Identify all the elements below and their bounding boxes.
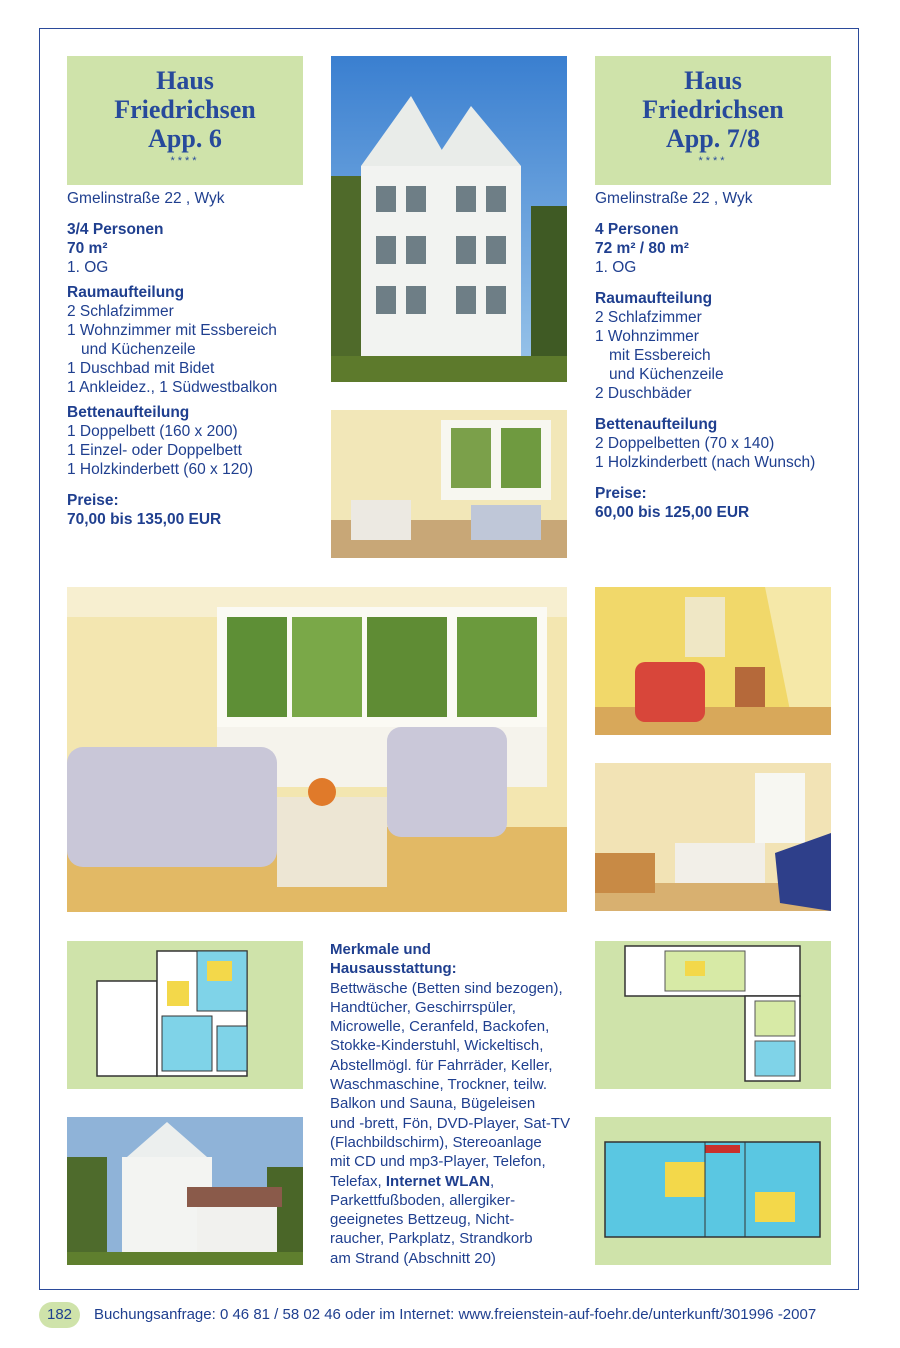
left-persons: 3/4 Personen bbox=[67, 221, 164, 238]
left-room-item: 1 Duschbad mit Bidet bbox=[67, 360, 215, 377]
right-address: Gmelinstraße 22 , Wyk bbox=[595, 190, 753, 207]
right-bed-item: 2 Doppelbetten (70 x 140) bbox=[595, 435, 775, 452]
features-heading: Merkmale und bbox=[330, 941, 431, 958]
left-room-item: 2 Schlafzimmer bbox=[67, 303, 174, 320]
footer-booking-text: Buchungsanfrage: 0 46 81 / 58 02 46 oder im Internet: www.freienstein-auf-foehr.de/unterkunft/301996 -2007 bbox=[94, 1306, 817, 1323]
footer bbox=[39, 1302, 869, 1328]
left-stars: **** bbox=[170, 155, 200, 167]
right-bed-heading: Bettenaufteilung bbox=[595, 416, 718, 433]
interior-photo-1 bbox=[331, 410, 567, 558]
left-title-line3: App. 6 bbox=[148, 124, 222, 153]
left-floor: 1. OG bbox=[67, 259, 109, 276]
right-room-item: 1 Wohnzimmer bbox=[595, 328, 699, 345]
left-bed-item: 1 Holzkinderbett (60 x 120) bbox=[67, 461, 254, 478]
right-stars: **** bbox=[698, 155, 728, 167]
left-title-line1: Haus bbox=[156, 66, 214, 95]
living-room-photo bbox=[67, 587, 567, 912]
left-bed-item: 1 Doppelbett (160 x 200) bbox=[67, 423, 238, 440]
feature-line: geeignetes Bettzeug, Nicht- bbox=[330, 1211, 515, 1229]
left-price: 70,00 bis 135,00 EUR bbox=[67, 511, 222, 528]
right-details bbox=[595, 189, 845, 522]
left-title-box bbox=[67, 56, 303, 185]
right-persons: 4 Personen bbox=[595, 221, 679, 238]
right-room-item: 2 Schlafzimmer bbox=[595, 309, 702, 326]
bedroom-photo bbox=[595, 763, 831, 911]
features-heading: Hausausstattung: bbox=[330, 960, 457, 978]
bedroom-armchair-photo bbox=[595, 587, 831, 735]
left-bed-heading: Bettenaufteilung bbox=[67, 404, 190, 421]
feature-line: raucher, Parkplatz, Strandkorb bbox=[330, 1230, 533, 1248]
left-title-line2: Friedrichsen bbox=[114, 95, 256, 124]
feature-line: am Strand (Abschnitt 20) bbox=[330, 1249, 496, 1267]
left-area: 70 m² bbox=[67, 240, 108, 257]
right-title-line2: Friedrichsen bbox=[642, 95, 784, 124]
house-exterior-photo bbox=[331, 56, 567, 382]
left-room-item: und Küchenzeile bbox=[81, 341, 196, 358]
right-title-line3: App. 7/8 bbox=[666, 124, 760, 153]
feature-line: Microwelle, Ceranfeld, Backofen, bbox=[330, 1018, 550, 1036]
right-floor: 1. OG bbox=[595, 259, 637, 276]
left-bed-item: 1 Einzel- oder Doppelbett bbox=[67, 442, 242, 459]
right-title-line1: Haus bbox=[684, 66, 742, 95]
right-room-heading: Raumaufteilung bbox=[595, 290, 713, 307]
left-room-item: 1 Wohnzimmer mit Essbereich bbox=[67, 322, 277, 339]
feature-line: Handtücher, Geschirrspüler, bbox=[330, 998, 516, 1016]
feature-line: Bettwäsche (Betten sind bezogen), bbox=[330, 979, 563, 997]
features-block bbox=[330, 940, 580, 1268]
feature-line: Balkon und Sauna, Bügeleisen bbox=[330, 1095, 536, 1113]
feature-line: Stokke-Kinderstuhl, Wickeltisch, bbox=[330, 1037, 544, 1055]
feature-line: Waschmaschine, Trockner, teilw. bbox=[330, 1076, 548, 1094]
page-number: 182 bbox=[39, 1302, 80, 1328]
feature-line: Parkettfußboden, allergiker- bbox=[330, 1191, 516, 1209]
floor-plan-app6 bbox=[67, 941, 303, 1089]
left-room-heading: Raumaufteilung bbox=[67, 284, 185, 301]
feature-line: Abstellmögl. für Fahrräder, Keller, bbox=[330, 1056, 553, 1074]
feature-line: mit CD und mp3-Player, Telefon, bbox=[330, 1153, 546, 1171]
feature-line: (Flachbildschirm), Stereoanlage bbox=[330, 1133, 542, 1151]
feature-line-wlan: Telefax, Internet WLAN, bbox=[330, 1172, 495, 1190]
left-details bbox=[67, 189, 317, 529]
right-title-box bbox=[595, 56, 831, 185]
right-room-item: und Küchenzeile bbox=[609, 366, 724, 383]
left-room-item: 1 Ankleidez., 1 Südwestbalkon bbox=[67, 379, 278, 396]
feature-wlan: Internet WLAN bbox=[385, 1172, 491, 1190]
floor-plan-app8 bbox=[595, 1117, 831, 1265]
right-price: 60,00 bis 125,00 EUR bbox=[595, 504, 750, 521]
right-bed-item: 1 Holzkinderbett (nach Wunsch) bbox=[595, 454, 816, 471]
left-address: Gmelinstraße 22 , Wyk bbox=[67, 190, 225, 207]
house-exterior-photo-2 bbox=[67, 1117, 303, 1265]
left-price-heading: Preise: bbox=[67, 492, 119, 509]
right-area: 72 m² / 80 m² bbox=[595, 240, 689, 257]
right-room-item: 2 Duschbäder bbox=[595, 385, 692, 402]
feature-line: und -brett, Fön, DVD-Player, Sat-TV bbox=[330, 1114, 571, 1132]
right-price-heading: Preise: bbox=[595, 485, 647, 502]
right-room-item: mit Essbereich bbox=[609, 347, 711, 364]
floor-plan-app7 bbox=[595, 941, 831, 1089]
